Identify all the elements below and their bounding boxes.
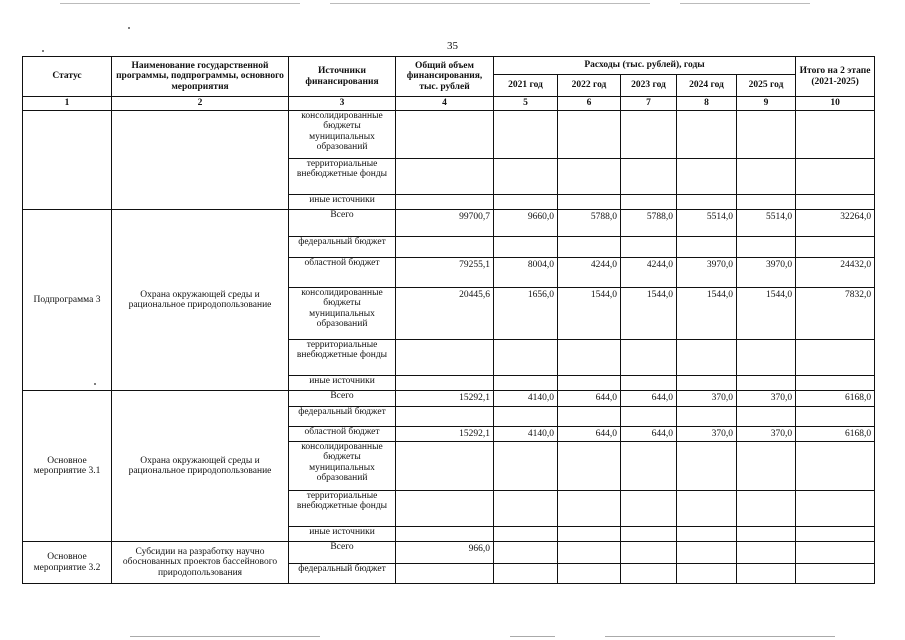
funding-source-cell: областной бюджет [289,427,396,442]
column-number: 1 [23,97,112,111]
year-value-cell [494,527,558,542]
year-value-cell [494,159,558,195]
year-value-cell: 4244,0 [621,258,677,288]
funding-source-cell: территориальные внебюджетные фонды [289,491,396,527]
funding-source-cell: Всего [289,542,396,564]
year-value-cell: 370,0 [737,391,796,407]
table-row [23,542,875,564]
stage-total-cell: 24432,0 [796,258,875,288]
year-value-cell [621,491,677,527]
year-value-cell [621,195,677,210]
year-value-cell [494,407,558,427]
program-name-cell: Охрана окружающей среды и рациональное природопользование [112,210,289,391]
column-number: 5 [494,97,558,111]
program-name-cell: Субсидии на разработку научно обоснованных проектов бассейнового природопользования [112,542,289,584]
year-value-cell: 5514,0 [737,210,796,237]
total-volume-cell [396,159,494,195]
year-value-cell [737,527,796,542]
year-value-cell [621,407,677,427]
scan-edge-line [130,636,320,637]
column-number: 4 [396,97,494,111]
year-value-cell [677,407,737,427]
year-value-cell [494,564,558,584]
column-number: 8 [677,97,737,111]
total-volume-cell [396,111,494,159]
total-volume-cell: 15292,1 [396,391,494,407]
year-value-cell: 644,0 [621,427,677,442]
funding-source-cell: консолидированные бюджеты муниципальных образований [289,442,396,491]
year-value-cell [621,527,677,542]
stage-total-cell [796,237,875,258]
year-value-cell [737,376,796,391]
year-value-cell [677,376,737,391]
total-volume-cell: 15292,1 [396,427,494,442]
year-value-cell: 5514,0 [677,210,737,237]
year-value-cell [494,340,558,376]
year-value-cell [677,564,737,584]
scan-edge-line [605,636,835,637]
total-volume-cell [396,442,494,491]
status-cell: Основное мероприятие 3.2 [23,542,112,584]
header-sources: Источники финансирования [289,57,396,97]
funding-source-cell: Всего [289,391,396,407]
funding-source-cell: федеральный бюджет [289,564,396,584]
budget-table [22,56,875,584]
year-value-cell: 1544,0 [558,288,621,340]
header-status: Статус [23,57,112,97]
year-value-cell [677,237,737,258]
column-number-row [23,97,875,111]
status-cell [23,111,112,210]
year-value-cell [621,111,677,159]
header-stage-total: Итого на 2 этапе (2021-2025) [796,57,875,97]
header-year: 2023 год [621,75,677,97]
column-number: 7 [621,97,677,111]
year-value-cell: 5788,0 [558,210,621,237]
year-value-cell: 370,0 [677,427,737,442]
year-value-cell [494,111,558,159]
column-number: 3 [289,97,396,111]
header-name: Наименование государственной программы, подпрограммы, основного мероприятия [112,57,289,97]
year-value-cell: 1544,0 [621,288,677,340]
total-volume-cell: 99700,7 [396,210,494,237]
year-value-cell [737,340,796,376]
year-value-cell [621,442,677,491]
page-number: 35 [447,40,458,52]
total-volume-cell: 79255,1 [396,258,494,288]
year-value-cell [494,376,558,391]
stage-total-cell: 6168,0 [796,427,875,442]
year-value-cell: 370,0 [677,391,737,407]
total-volume-cell [396,527,494,542]
year-value-cell [621,542,677,564]
total-volume-cell [396,407,494,427]
total-volume-cell [396,195,494,210]
table-row [23,210,875,237]
year-value-cell [494,542,558,564]
year-value-cell [558,564,621,584]
year-value-cell [558,542,621,564]
year-value-cell [737,407,796,427]
stage-total-cell [796,340,875,376]
year-value-cell: 1656,0 [494,288,558,340]
year-value-cell: 3970,0 [737,258,796,288]
year-value-cell [677,340,737,376]
year-value-cell [558,442,621,491]
funding-source-cell: иные источники [289,195,396,210]
stage-total-cell: 32264,0 [796,210,875,237]
year-value-cell [737,542,796,564]
year-value-cell [677,195,737,210]
status-cell: Основное мероприятие 3.1 [23,391,112,542]
stage-total-cell [796,111,875,159]
column-number: 9 [737,97,796,111]
year-value-cell [494,442,558,491]
year-value-cell: 644,0 [621,391,677,407]
column-number: 6 [558,97,621,111]
year-value-cell [737,195,796,210]
stage-total-cell [796,491,875,527]
table-row [23,391,875,407]
year-value-cell [558,237,621,258]
year-value-cell [677,491,737,527]
status-cell: Подпрограмма 3 [23,210,112,391]
year-value-cell [737,491,796,527]
year-value-cell: 3970,0 [677,258,737,288]
year-value-cell [621,159,677,195]
scan-speck [128,27,130,29]
stage-total-cell: 7832,0 [796,288,875,340]
year-value-cell [558,340,621,376]
table-row [23,111,875,159]
total-volume-cell [396,237,494,258]
year-value-cell [621,237,677,258]
scan-edge-line [330,3,650,4]
header-expenses: Расходы (тыс. рублей), годы [494,57,796,75]
year-value-cell [677,111,737,159]
scan-edge-line [60,3,300,4]
scan-edge-line [680,3,810,4]
year-value-cell: 4140,0 [494,427,558,442]
year-value-cell [558,407,621,427]
funding-source-cell: Всего [289,210,396,237]
stage-total-cell [796,376,875,391]
stage-total-cell [796,542,875,564]
year-value-cell [558,195,621,210]
table-body [23,111,875,584]
year-value-cell [737,564,796,584]
year-value-cell: 1544,0 [737,288,796,340]
year-value-cell [558,491,621,527]
year-value-cell [737,111,796,159]
program-name-cell [112,111,289,210]
year-value-cell [494,491,558,527]
program-name-cell: Охрана окружающей среды и рациональное природопользование [112,391,289,542]
year-value-cell [494,237,558,258]
year-value-cell [677,442,737,491]
header-year: 2024 год [677,75,737,97]
funding-source-cell: иные источники [289,376,396,391]
funding-source-cell: консолидированные бюджеты муниципальных образований [289,111,396,159]
year-value-cell: 370,0 [737,427,796,442]
stage-total-cell [796,407,875,427]
year-value-cell [494,195,558,210]
stage-total-cell [796,159,875,195]
total-volume-cell [396,340,494,376]
year-value-cell: 5788,0 [621,210,677,237]
year-value-cell [737,237,796,258]
total-volume-cell [396,564,494,584]
year-value-cell [677,542,737,564]
column-number: 10 [796,97,875,111]
year-value-cell: 644,0 [558,391,621,407]
header-total-volume: Общий объем финансирования, тыс. рублей [396,57,494,97]
total-volume-cell: 966,0 [396,542,494,564]
total-volume-cell [396,376,494,391]
scan-edge-line [510,636,555,637]
year-value-cell: 4140,0 [494,391,558,407]
year-value-cell [558,159,621,195]
year-value-cell: 1544,0 [677,288,737,340]
year-value-cell [677,527,737,542]
stage-total-cell: 6168,0 [796,391,875,407]
year-value-cell [621,564,677,584]
funding-source-cell: территориальные внебюджетные фонды [289,159,396,195]
stage-total-cell [796,195,875,210]
stage-total-cell [796,442,875,491]
year-value-cell [737,442,796,491]
total-volume-cell [396,491,494,527]
header-year: 2025 год [737,75,796,97]
year-value-cell [558,111,621,159]
total-volume-cell: 20445,6 [396,288,494,340]
year-value-cell [677,159,737,195]
header-year: 2021 год [494,75,558,97]
year-value-cell [737,159,796,195]
header-year: 2022 год [558,75,621,97]
year-value-cell [621,376,677,391]
year-value-cell: 644,0 [558,427,621,442]
year-value-cell: 4244,0 [558,258,621,288]
funding-source-cell: иные источники [289,527,396,542]
stage-total-cell [796,564,875,584]
column-number: 2 [112,97,289,111]
funding-source-cell: областной бюджет [289,258,396,288]
funding-source-cell: территориальные внебюджетные фонды [289,340,396,376]
funding-source-cell: консолидированные бюджеты муниципальных образований [289,288,396,340]
year-value-cell [558,376,621,391]
funding-source-cell: федеральный бюджет [289,407,396,427]
year-value-cell [621,340,677,376]
stage-total-cell [796,527,875,542]
funding-source-cell: федеральный бюджет [289,237,396,258]
year-value-cell: 9660,0 [494,210,558,237]
year-value-cell [558,527,621,542]
year-value-cell: 8004,0 [494,258,558,288]
